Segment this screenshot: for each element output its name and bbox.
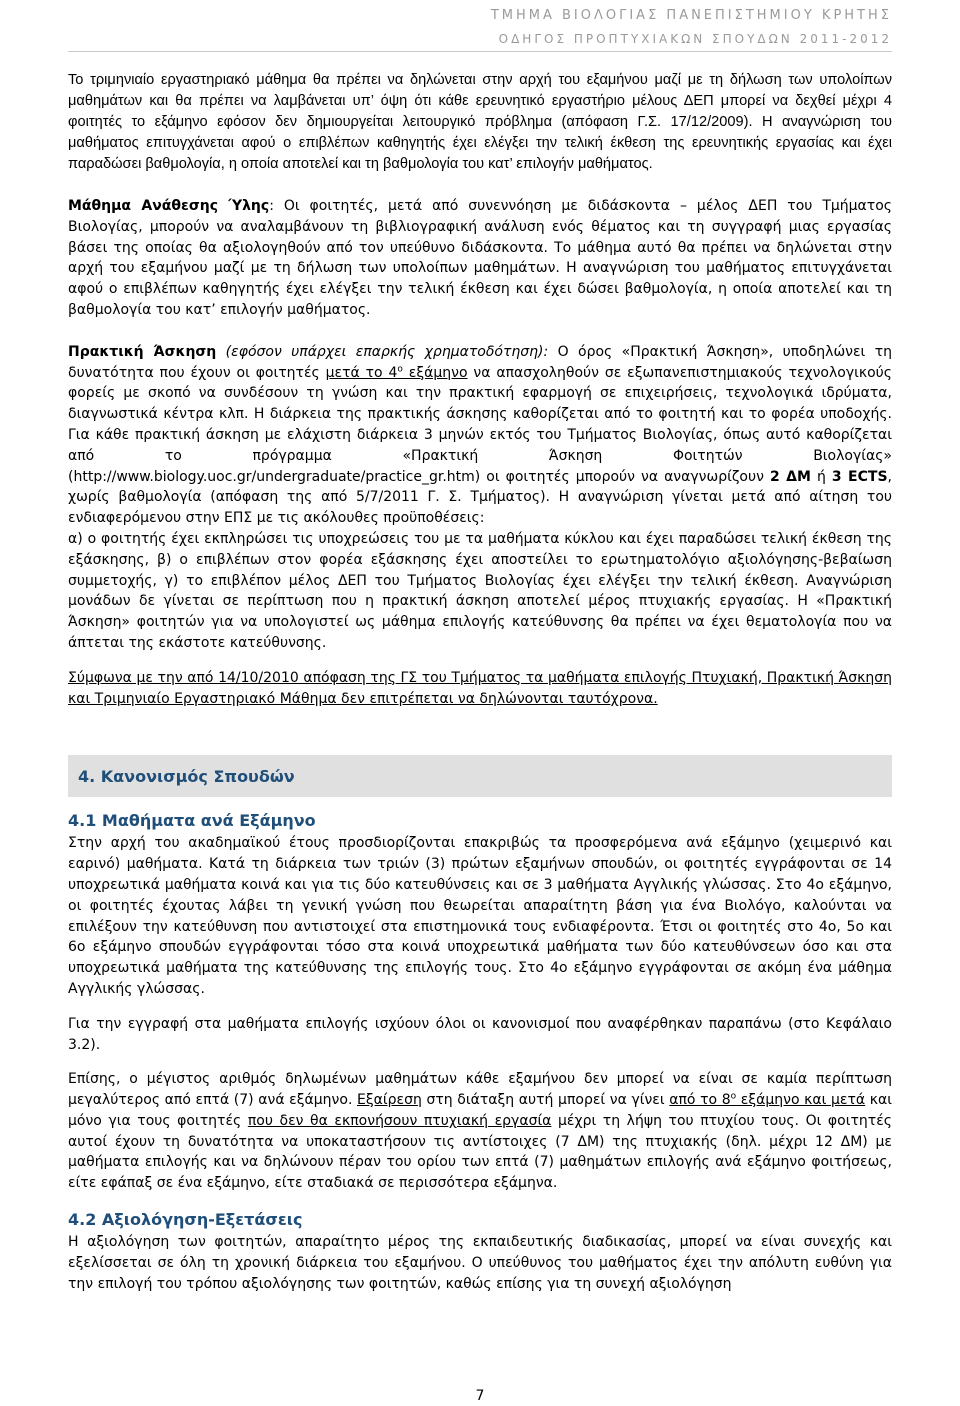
section-heading-4-1: 4.1 Μαθήματα ανά Εξάμηνο — [68, 811, 316, 831]
chapter-heading: 4. Κανονισμός Σπουδών — [68, 755, 892, 797]
paragraph-elective-rules: Για την εγγραφή στα μαθήματα επιλογής ισχύουν όλοι οι κανονισμοί που αναφέρθηκαν παραπάνω (στο Κεφάλαιο 3.2). — [68, 1015, 892, 1053]
paragraph-lab-course: Το τριμηνιαίο εργαστηριακό μάθημα θα πρέπει να δηλώνεται στην αρχή του εξαμήνου μαζί με τη δήλωση των υπολοίπων μαθημάτων και θα πρέπει να λαμβάνεται υπ’ όψη ότι κάθε ερευνητικό εργαστήριο μέλους ΔΕΠ μπορεί να δεχθεί μέχρι 4 φοιτητές το εξάμηνο εφόσον δεν δημιουργείται λειτουργικό πρόβλημα (απόφαση Γ.Σ. 17/12/2009). Η αναγνώριση του μαθήματος επιτυγχάνεται αφού ο επιβλέπων καθηγητής έχει ελέγξει την τελική έκθεση της ερευνητικής εργασίας και έχει παραδώσει βαθμολογία, η οποία αποτελεί και τη βαθμολογία του κατ’ επιλογήν μαθήματος. — [68, 72, 892, 172]
paragraph-max-courses: Επίσης, ο μέγιστος αριθμός δηλωμένων μαθημάτων κάθε εξαμήνου δεν μπορεί να είναι σε καμία περίπτωση μεγαλύτερος από επτά (7) ανά εξάμηνο. Εξαίρεση στη διάταξη αυτή μπορεί να γίνει από το $8^o$ εξάμηνο και μετά και μόνο για τους φοιτητές που δεν θα εκπονήσουν πτυχιακή εργασία μέχρι τη λήψη του πτυχίου τους. Οι φοιτητές αυτοί έχουν τη δυνατότητα να υποκαταστήσουν τις αντίστοιχες (7 ΔΜ) της πτυχιακής (δηλ. μέχρι 12 ΔΜ) με μαθήματα επιλογής και να δηλώνουν πέραν του ορίου των επτά (7) μαθημάτων επιλογής ανά εξάμηνο φοιτήσεως, είτε εφάπαξ σε ένα εξάμηνο, είτε σταδιακά σε περισσότερα εξάμηνα. — [68, 1071, 893, 1192]
page-number: 7 — [475, 1388, 485, 1404]
header-guide-title: ΟΔΗΓΟΣ ΠΡΟΠΤΥΧΙΑΚΩΝ ΣΠΟΥΔΩΝ 2011-2012 — [498, 32, 892, 46]
header-rule — [68, 51, 892, 52]
practical-training-condition: (εφόσον υπάρχει επαρκής χρηματοδότηση): — [216, 343, 549, 360]
practical-training-semester-underline: μετά το $4^o$ εξάμηνο — [325, 363, 468, 381]
paragraph-assignment-course — [68, 196, 892, 321]
assignment-course-text: : Οι φοιτητές, μετά από συνεννόηση με διδάσκοντα – μέλος ΔΕΠ του Τμήματος Βιολογίας, μπορούν να αναλαμβάνουν τη βιβλιογραφική ανάλυση ενός θέματος και τη συγγραφή μιας εργασίας βάσει της οποίας θα αξιολογηθούν από τον υπεύθυνο διδάσκοντα. Το μάθημα αυτό θα πρέπει να δηλώνεται στην αρχή του εξαμήνου μαζί με τη δήλωση των υπολοίπων μαθημάτων. Η αναγνώριση του μαθήματος επιτυγχάνεται αφού ο επιβλέπων καθηγητής έχει ελέγξει την τελική έκθεση και έχει δώσει βαθμολογία, η οποία αποτελεί και τη βαθμολογία του κατ’ επιλογήν μαθήματος. — [68, 198, 892, 318]
header-department: ΤΜΗΜΑ ΒΙΟΛΟΓΙΑΣ ΠΑΝΕΠΙΣΤΗΜΙΟΥ ΚΡΗΤΗΣ — [490, 8, 892, 23]
paragraph-practical-conditions: α) ο φοιτητής έχει εκπληρώσει τις υποχρεώσεις του με τα μαθήματα κύκλου και έχει παραδώσει τελική έκθεση της εξάσκησης, β) ο επιβλέπων στον φορέα εξάσκησης έχει αποστείλει το ερωτηματολόγιο αξιολόγησης-βεβαίωση συμμετοχής, γ) το επιβλέπον μέλος ΔΕΠ του Τμήματος Βιολογίας έχει ελέγξει την τελική έκθεση. Αναγνώριση μονάδων δε γίνεται σε περίπτωση που η πρακτική άσκηση αποτελεί μέρος πτυχιακής εργασίας. Η «Πρακτική Άσκηση» φοιτητών για να υπολογιστεί ως μάθημα επιλογής κατεύθυνσης θα πρέπει να έχει θεματολογία που να άπτεται της εκάστοτε κατεύθυνσης. — [68, 530, 892, 651]
paragraph-assessment: Η αξιολόγηση των φοιτητών, απαραίτητο μέρος της εκπαιδευτικής διαδικασίας, μπορεί να είναι συνεχής και εξελίσσεται σε όλη τη χρονική διάρκεια του εξαμήνου. Ο υπεύθυνος του μαθήματος έχει την απόλυτη ευθύνη για την επιλογή του τρόπου αξιολόγησης των φοιτητών, καθώς επίσης για τη συνεχή αξιολόγηση — [68, 1234, 892, 1292]
practical-training-text-1: Ο όρος «Πρακτική Άσκηση», υποδηλώνει τη δυνατότητα που έχουν οι φοιτητές — [68, 343, 892, 381]
page-content — [68, 70, 892, 1294]
practical-training-text-3: , χωρίς βαθμολογία (απόφαση της από 5/7/2011 Γ. Σ. Τμήματος). Η αναγνώριση γίνεται μετά από αίτηση του ενδιαφερόμενου στην ΕΠΣ με τις ακόλουθες προϋποθέσεις: — [68, 468, 892, 527]
paragraph-practical-training: Πρακτική Άσκηση (εφόσον υπάρχει επαρκής χρηματοδότηση): Ο όρος «Πρακτική Άσκηση», υποδηλώνει τη δυνατότητα που έχουν οι φοιτητές μετά το $4^o$ εξάμηνο να απασχοληθούν σε εξωπανεπιστημιακούς τεχνολογικούς φορείς με σκοπό να συνδέσουν τη γνώση και την πρακτική εφαρμογή σε επιχειρήσεις, τεχνολογικά ιδρύματα, διαγνωστικά κέντρα κλπ. Η διάρκεια της πρακτικής άσκησης καθορίζεται από το φοιτητή και το φορέα υποδοχής. Για κάθε πρακτική άσκηση με ελάχιστη διάρκεια 3 μηνών εκτός του Τμήματος Βιολογίας, όπως αυτό καθορίζεται από το πρόγραμμα «Πρακτική Άσκηση Φοιτητών Βιολογίας» (http://www.biology.uoc.gr/undergraduate/practice_gr.htm) οι φοιτητές μπορούν να αναγνωρίζουν 2 ΔΜ ή 3 ECTS, χωρίς βαθμολογία (απόφαση της από 5/7/2011 Γ. Σ. Τμήματος). Η αναγνώριση γίνεται μετά από αίτηση του ενδιαφερόμενου στην ΕΠΣ με τις ακόλουθες προϋποθέσεις: — [68, 343, 892, 527]
paragraph-semester-courses: Στην αρχή του ακαδημαϊκού έτους προσδιορίζονται επακριβώς τα προσφερόμενα ανά εξάμηνο (χειμερινό και εαρινό) μαθήματα. Κατά τη διάρκεια των τριών (3) πρώτων εξαμήνων σπουδών, οι φοιτητές εγγράφονται σε 14 υποχρεωτικά μαθήματα κοινά και για τις δύο κατευθύνσεις και σε 3 μαθήματα Αγγλικής γλώσσας. Στο 4ο εξάμηνο, οι φοιτητές έχουτας λάβει τη γενική γνώση που θεωρείται απαραίτητη βάση για ένα Βιολόγο, καλούνται να επιλέξουν την κατεύθυνση που αντιστοιχεί στα επιστημονικά τους ενδιαφέροντα. Έτσι οι φοιτητές στο 4ο, 5ο και 6ο εξάμηνο σπουδών εγγράφονται τόσο στα κοινά υποχρεωτικά μαθήματα των δύο κατευθύνσεων όσο και στα υποχρεωτικά μαθήματα της κατεύθυνσης της επιλογής τους. Στο 4ο εξάμηνο εγγράφονται σε ακόμη ένα μάθημα Αγγλικής γλώσσας. — [68, 835, 892, 997]
practical-training-credits-ects: 3 ECTS — [831, 468, 888, 485]
assignment-course-lead: Μάθημα Ανάθεσης Ύλης — [68, 198, 270, 214]
practical-training-credits-dm: 2 ΔΜ — [769, 468, 811, 485]
practical-training-lead: Πρακτική Άσκηση — [68, 343, 217, 360]
paragraph-gs-decision: Σύμφωνα με την από 14/10/2010 απόφαση της ΓΣ του Τμήματος τα μαθήματα επιλογής Πτυχιακή, Πρακτική Άσκηση και Τριμηνιαίο Εργαστηριακό Μάθημα δεν επιτρέπεται να δηλώνονται ταυτόχρονα. — [68, 669, 892, 707]
practical-training-text-2: να απασχοληθούν σε εξωπανεπιστημιακούς τεχνολογικούς φορείς με σκοπό να συνδέσουν τη γνώση και την πρακτική εφαρμογή σε επιχειρήσεις, τεχνολογικά ιδρύματα, διαγνωστικά κέντρα κλπ. Η διάρκεια της πρακτικής άσκησης καθορίζεται από το φοιτητή και το φορέα υποδοχής. Για κάθε πρακτική άσκηση με ελάχιστη διάρκεια 3 μηνών εκτός του Τμήματος Βιολογίας, όπως αυτό καθορίζεται από το πρόγραμμα «Πρακτική Άσκηση Φοιτητών Βιολογίας» (http://www.biology.uoc.gr/undergraduate/practice_gr.htm) οι φοιτητές μπορούν να αναγνωρίζουν — [68, 364, 892, 485]
section-heading-4-2: 4.2 Αξιολόγηση-Εξετάσεις — [68, 1210, 303, 1230]
